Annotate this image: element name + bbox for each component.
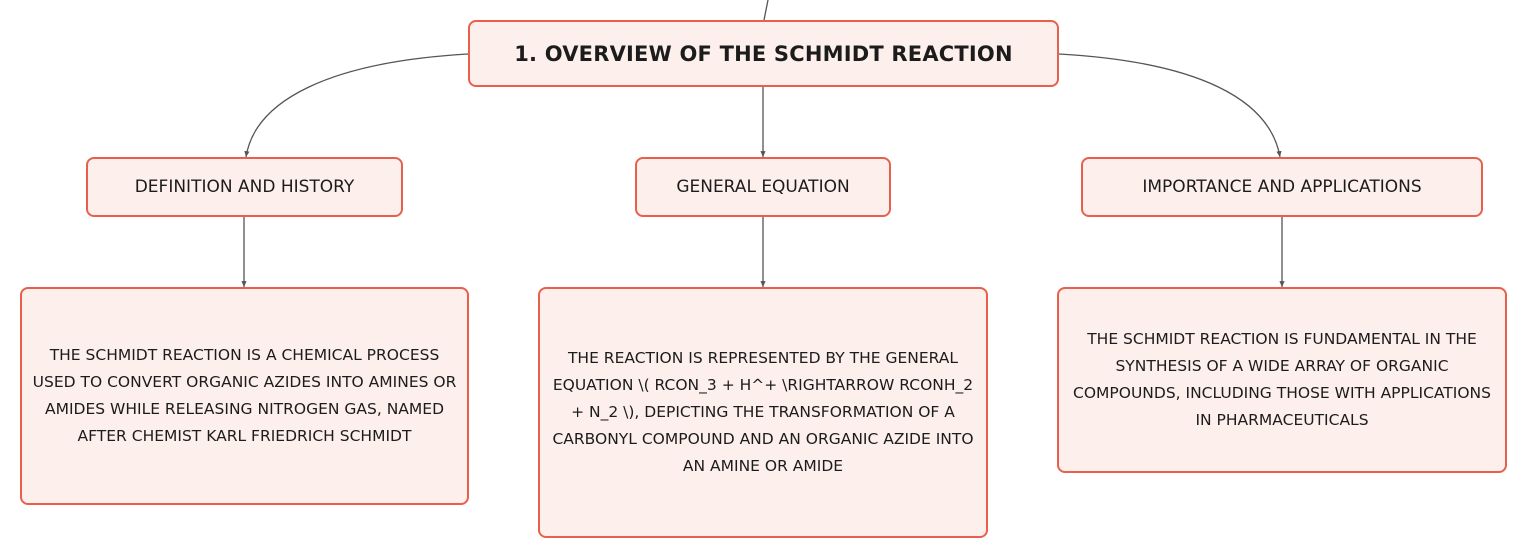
- root-topic-node[interactable]: [468, 20, 1059, 87]
- connector-root-to-definition: [246, 54, 468, 157]
- subtopic-label: GENERAL EQUATION: [676, 177, 850, 197]
- root-topic-label: 1. OVERVIEW OF THE SCHMIDT REACTION: [514, 41, 1013, 66]
- subtopic-importance-and-applications[interactable]: [1081, 157, 1483, 217]
- detail-importance-and-applications[interactable]: [1057, 287, 1507, 473]
- subtopic-label: IMPORTANCE AND APPLICATIONS: [1142, 177, 1422, 197]
- subtopic-general-equation[interactable]: [635, 157, 891, 217]
- connector-root-to-importance: [1059, 54, 1280, 157]
- connector-incoming: [764, 0, 768, 20]
- detail-text: THE SCHMIDT REACTION IS A CHEMICAL PROCESS USED TO CONVERT ORGANIC AZIDES INTO AMINES OR AMIDES WHILE RELEASING NITROGEN GAS, NAMED AFTER CHEMIST KARL FRIEDRICH SCHMIDT: [32, 346, 457, 445]
- detail-general-equation[interactable]: [538, 287, 988, 538]
- subtopic-label: DEFINITION AND HISTORY: [134, 177, 355, 197]
- detail-text: THE REACTION IS REPRESENTED BY THE GENERAL EQUATION \( RCON_3 + H^+ \RIGHTARROW RCONH_2 + N_2 \), DEPICTING THE TRANSFORMATION OF A CARBONYL COMPOUND AND AN ORGANIC AZIDE INTO AN AMINE OR AMIDE: [552, 349, 974, 475]
- detail-definition-and-history[interactable]: [20, 287, 469, 505]
- detail-text: THE SCHMIDT REACTION IS FUNDAMENTAL IN THE SYNTHESIS OF A WIDE ARRAY OF ORGANIC COMPOUNDS, INCLUDING THOSE WITH APPLICATIONS IN PHARMACEUTICALS: [1073, 330, 1491, 429]
- subtopic-definition-and-history[interactable]: [86, 157, 403, 217]
